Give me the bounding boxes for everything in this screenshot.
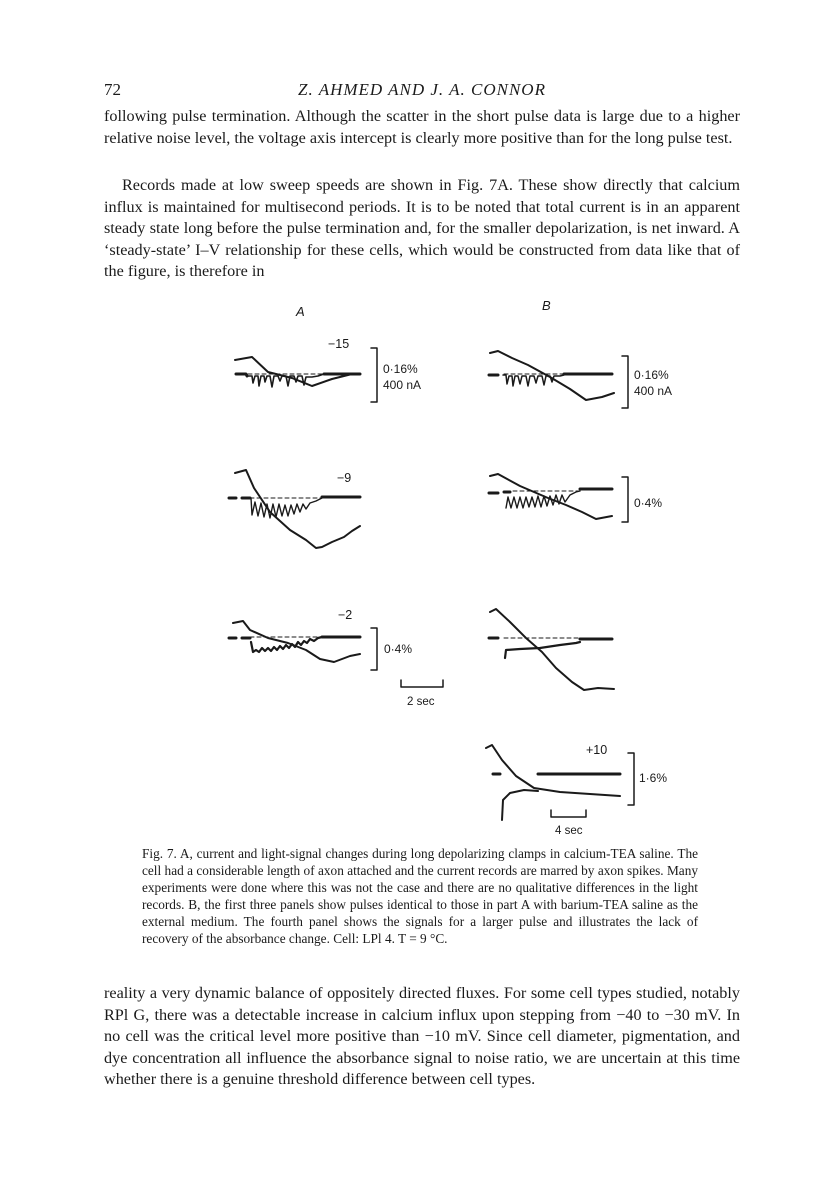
figure-7 (0, 290, 816, 840)
page-header (104, 80, 740, 104)
scale-bar-a1 (371, 348, 377, 402)
step-label-a1: −15 (328, 337, 350, 351)
scale-bar-b4 (628, 753, 634, 805)
time-bar-b (551, 810, 586, 817)
scale-b2-percent: 0·4% (634, 496, 663, 510)
page-number: 72 (104, 80, 121, 99)
panel-label-b: B (542, 298, 551, 313)
scale-b1-percent: 0·16% (634, 368, 669, 382)
time-bar-a (401, 680, 443, 687)
time-label-a: 2 sec (407, 696, 435, 708)
paragraph-3: reality a very dynamic balance of oppositely directed fluxes. For some cell types studied, notably RPl G, there was a detectable increase in calcium influx upon stepping from −40 to −30 mV. In no cell was the critical level more positive than −10 mV. Since cell diameter, pigmentation, and dye concentration all influence the absorbance signal to noise ratio, we are uncertain at this time whether there is a genuine threshold difference between cell types. (104, 984, 740, 1088)
scale-a1-percent: 0·16% (383, 362, 418, 376)
step-label-a2: −9 (337, 471, 352, 485)
scale-bar-a3 (371, 628, 377, 670)
paragraph-2: Records made at low sweep speeds are shown in Fig. 7A. These show directly that calcium influx is maintained for multisecond periods. It is to be noted that total current is in an apparent steady state long before the pulse termination and, for the smaller depolarization, is net inward. A ‘steady-state’ I–V relationship for these cells, which would be constructed from data like that of the figure, is therefore in (104, 176, 740, 280)
time-label-b: 4 sec (555, 825, 583, 837)
scale-bar-b2 (622, 477, 628, 522)
step-label-a3: −2 (338, 608, 353, 622)
trace-b2 (489, 474, 612, 519)
scale-b4-percent: 1·6% (639, 771, 668, 785)
scale-a1-current: 400 nA (383, 378, 422, 392)
scale-a3-percent: 0·4% (384, 642, 413, 656)
running-head: Z. AHMED AND J. A. CONNOR (298, 80, 546, 99)
scale-bar-b1 (622, 356, 628, 408)
trace-b1 (489, 351, 614, 400)
scale-b1-current: 400 nA (634, 384, 673, 398)
trace-a3 (229, 621, 360, 662)
trace-b3 (489, 609, 614, 690)
step-label-b4: +10 (586, 743, 608, 757)
figure-caption: Fig. 7. A, current and light-signal changes during long depolarizing clamps in calcium-TEA saline. The cell had a considerable length of axon attached and the current records are marred by axon spikes. Many experiments were done where this was not the case and there are no qualitative differences in the light records. B, the first three panels show pulses identical to those in part A with barium-TEA saline as the external medium. The fourth panel shows the signals for a larger pulse and illustrates the lack of recovery of the absorbance change. Cell: LPl 4. T = 9 °C. (142, 846, 698, 946)
panel-label-a: A (296, 304, 305, 319)
trace-a1 (235, 357, 360, 387)
figure-7-traces (0, 290, 816, 840)
paragraph-1: following pulse termination. Although the scatter in the short pulse data is large due to a higher relative noise level, the voltage axis intercept is clearly more positive than for the long pulse test. (104, 107, 740, 147)
